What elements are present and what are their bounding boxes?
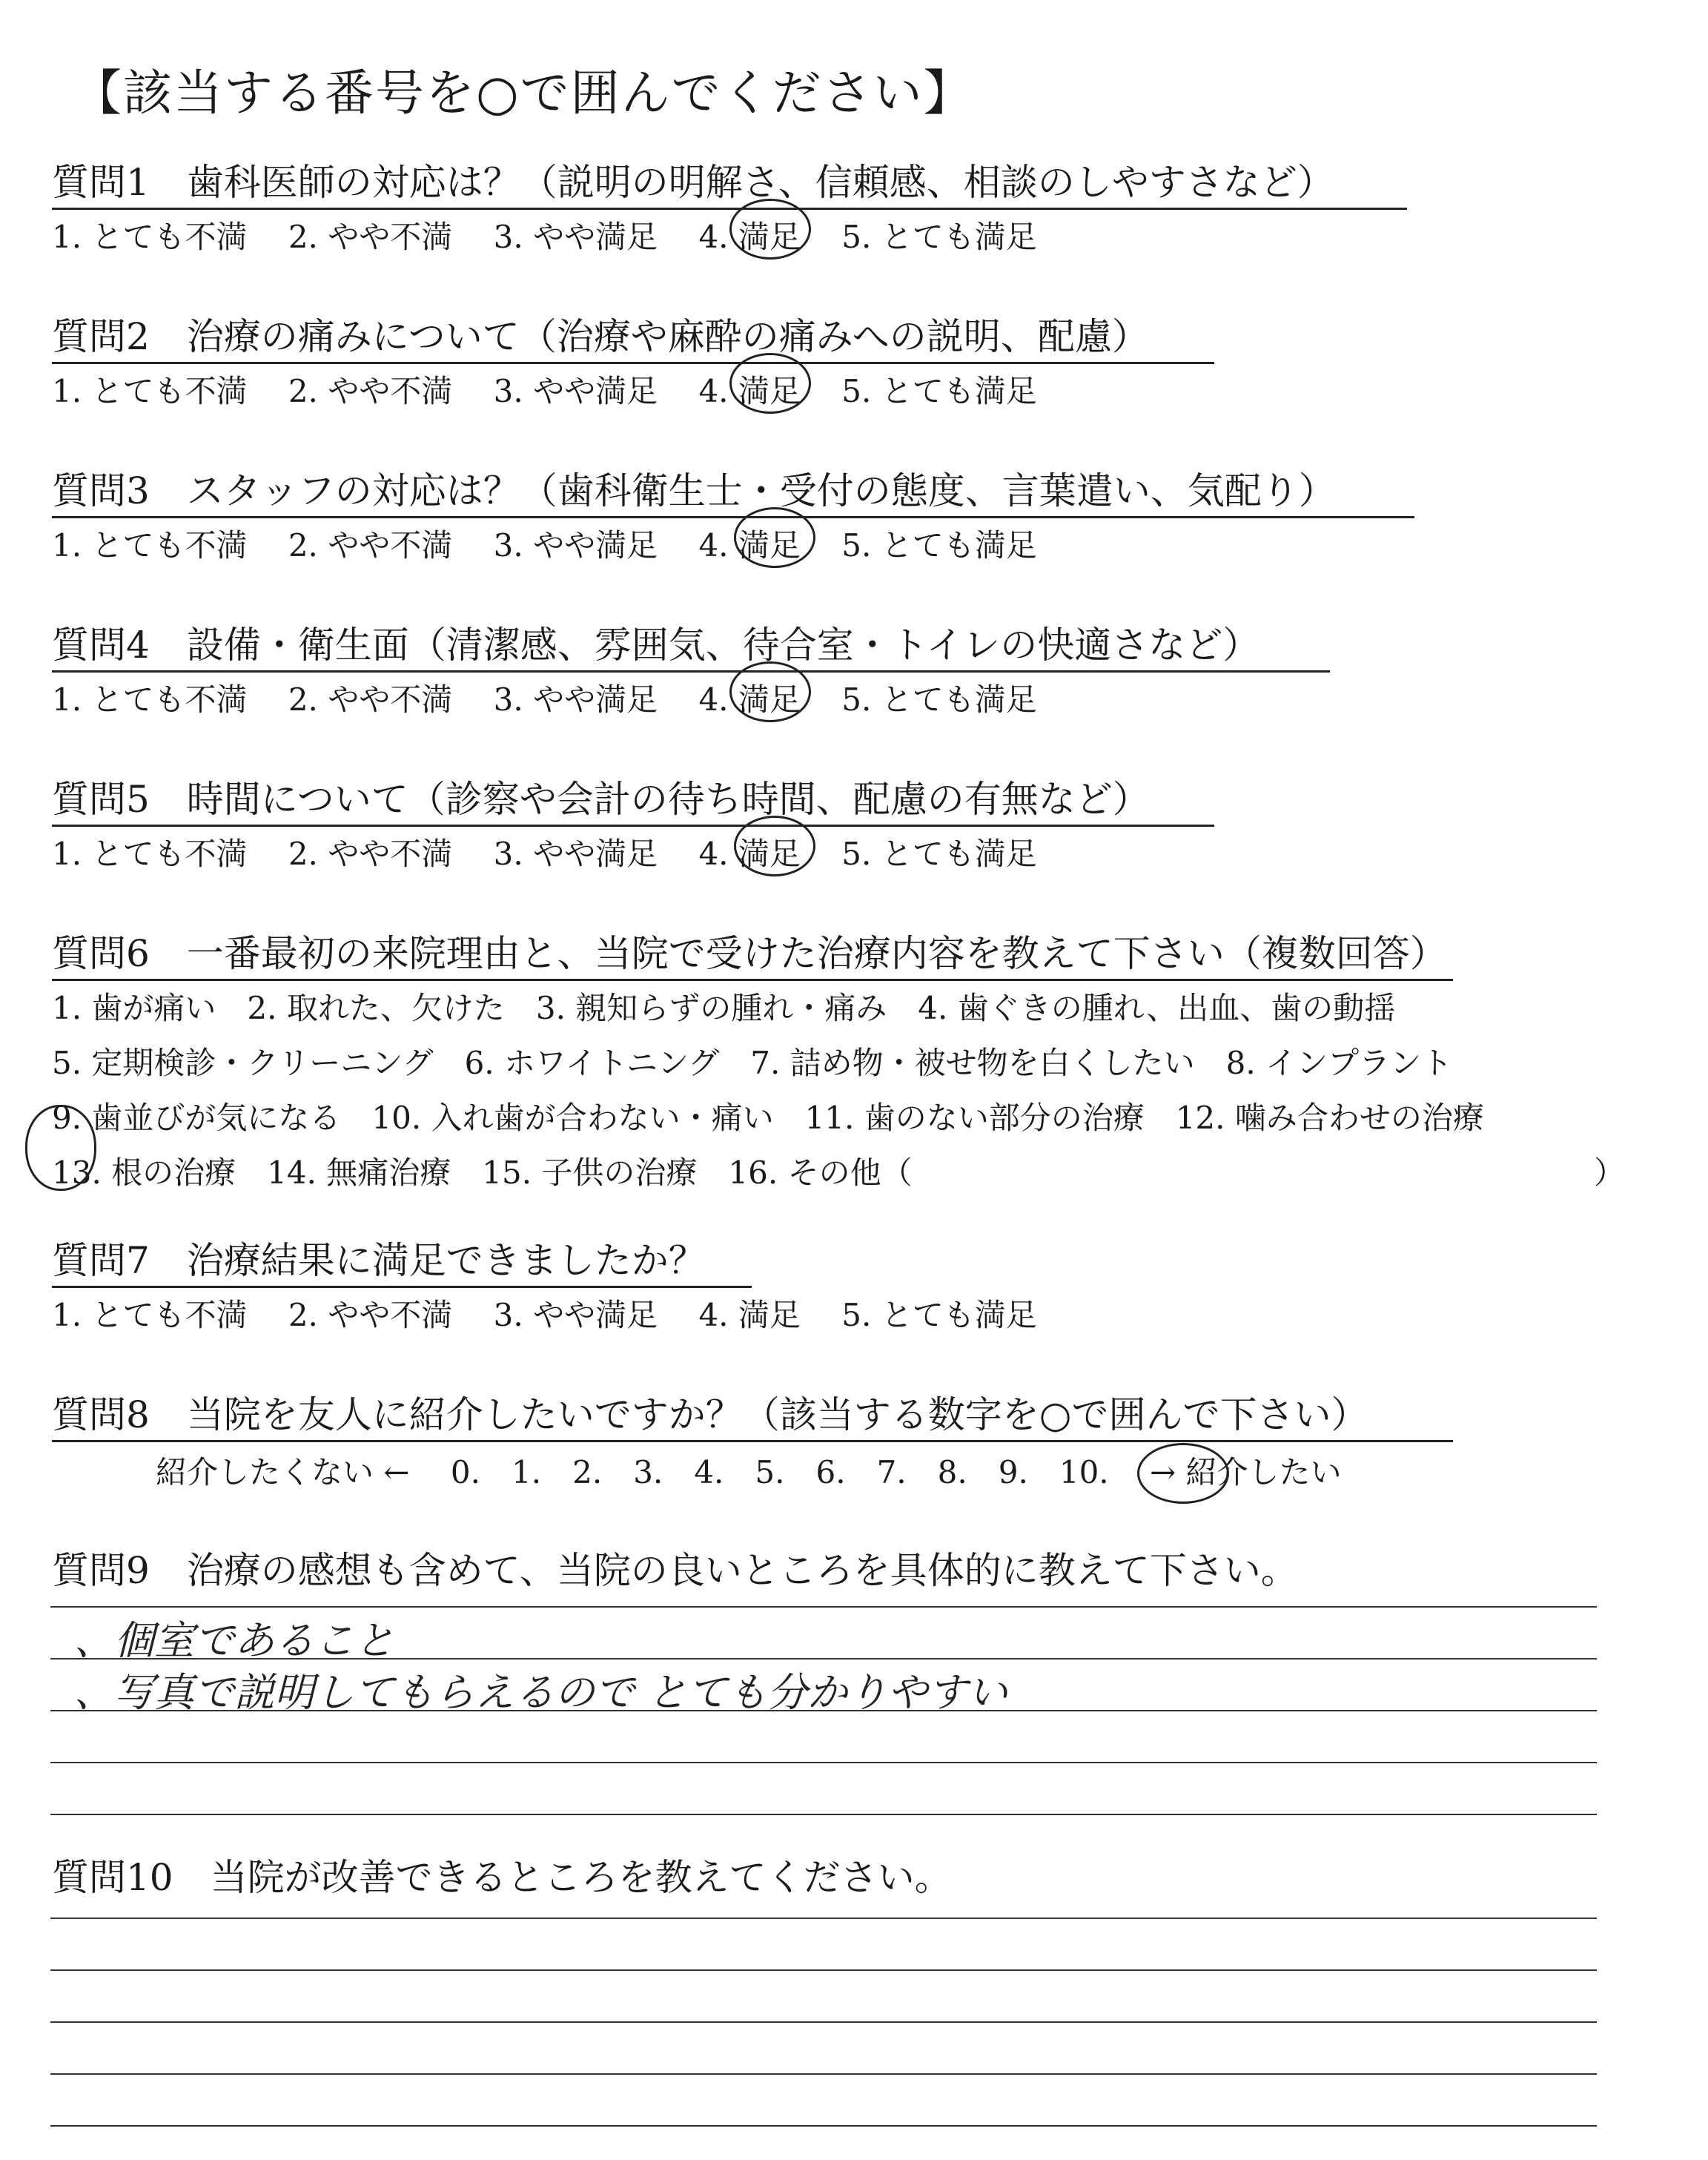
q10-answer-line-2 — [50, 1969, 1597, 1971]
q6-row-1: 1. 歯が痛い 2. 取れた、欠けた 3. 親知らずの腫れ・痛み 4. 歯ぐきの腫れ、出血、歯の動揺 — [52, 990, 1396, 1026]
question-7-options: 1. とても不満 2. やや不満 3. やや満足 4. 満足 5. とても満足 — [52, 1297, 1037, 1333]
question-1-heading: 質問1 歯科医師の対応は？（説明の明解さ、信頼感、相談のしやすさなど） — [52, 161, 1334, 204]
q5-selection-circle — [734, 816, 815, 876]
question-4-heading: 質問4 設備・衛生面（清潔感、雰囲気、待合室・トイレの快適さなど） — [52, 624, 1260, 667]
question-5-underline — [52, 825, 1214, 827]
question-1-underline — [52, 208, 1407, 210]
q6-row-3: 9. 歯並びが気になる 10. 入れ歯が合わない・痛い 11. 歯のない部分の治療 12. 噛み合わせの治療 — [52, 1100, 1484, 1136]
q9-answer-line-5 — [50, 1814, 1597, 1815]
question-5-heading: 質問5 時間について（診察や会計の待ち時間、配慮の有無など） — [52, 778, 1150, 821]
q6-row-4: 13. 根の治療 14. 無痛治療 15. 子供の治療 16. その他（ — [52, 1155, 913, 1191]
question-2-options: 1. とても不満 2. やや不満 3. やや満足 4. 満足 5. とても満足 — [52, 373, 1037, 409]
page-title: 【該当する番号を○で囲んでください】 — [73, 65, 974, 122]
q6-row-2: 5. 定期検診・クリーニング 6. ホワイトニング 7. 詰め物・被せ物を白くしたい 8. インプラント — [52, 1045, 1453, 1081]
q10-answer-line-5 — [50, 2125, 1597, 2127]
question-4-options: 1. とても不満 2. やや不満 3. やや満足 4. 満足 5. とても満足 — [52, 681, 1037, 718]
question-3-heading: 質問3 スタッフの対応は？（歯科衛生士・受付の態度、言葉遣い、気配り） — [52, 469, 1336, 512]
q5-option-4[interactable]: 4. 満足 — [698, 836, 801, 872]
q4-selection-circle — [729, 661, 811, 722]
question-10-heading: 質問10 当院が改善できるところを教えてください。 — [52, 1856, 952, 1899]
q10-answer-line-3 — [50, 2021, 1597, 2023]
q6-selection-circle-13 — [25, 1105, 96, 1191]
question-3-options: 1. とても不満 2. やや不満 3. やや満足 4. 満足 5. とても満足 — [52, 527, 1037, 564]
q9-answer-1[interactable]: 、個室であること — [74, 1617, 394, 1664]
q8-high-label: → 紹介したい — [1150, 1454, 1342, 1490]
q4-option-4[interactable]: 4. 満足 — [698, 681, 801, 718]
q1-selection-circle — [729, 199, 811, 260]
question-5-options: 1. とても不満 2. やや不満 3. やや満足 4. 満足 5. とても満足 — [52, 836, 1037, 872]
q6-other-close: ） — [1594, 1155, 1626, 1191]
q10-answer-line-1 — [50, 1918, 1597, 1919]
q3-selection-circle — [734, 507, 815, 568]
q2-option-4[interactable]: 4. 満足 — [698, 373, 801, 409]
q8-low-label: 紹介したくない ← — [156, 1454, 410, 1490]
question-2-heading: 質問2 治療の痛みについて（治療や麻酔の痛みへの説明、配慮） — [52, 315, 1149, 358]
question-7-underline — [52, 1286, 752, 1288]
question-4-underline — [52, 670, 1330, 673]
question-8-underline — [52, 1440, 1453, 1442]
q8-option-10[interactable]: 10. — [1059, 1454, 1109, 1490]
q2-selection-circle — [729, 353, 811, 414]
question-8-heading: 質問8 当院を友人に紹介したいですか？（該当する数字を○で囲んで下さい） — [52, 1393, 1368, 1436]
question-1-options: 1. とても不満 2. やや不満 3. やや満足 4. 満足 5. とても満足 — [52, 219, 1037, 255]
q9-answer-2[interactable]: 、写真で説明してもらえるので とても分かりやすい — [74, 1669, 1008, 1716]
question-3-underline — [52, 516, 1414, 518]
q8-selection-circle — [1137, 1443, 1229, 1504]
q10-answer-line-4 — [50, 2073, 1597, 2075]
question-6-heading: 質問6 一番最初の来院理由と、当院で受けた治療内容を教えて下さい（複数回答） — [52, 932, 1447, 975]
q3-option-4[interactable]: 4. 満足 — [698, 527, 801, 564]
question-2-underline — [52, 362, 1214, 364]
question-9-heading: 質問9 治療の感想も含めて、当院の良いところを具体的に教えて下さい。 — [52, 1549, 1298, 1592]
question-6-underline — [52, 979, 1453, 981]
q9-answer-line-4 — [50, 1762, 1597, 1763]
q1-option-4[interactable]: 4. 満足 — [698, 219, 801, 255]
question-7-heading: 質問7 治療結果に満足できましたか？ — [52, 1239, 706, 1282]
q8-scale-row: 紹介したくない ← 0. 1. 2. 3. 4. 5. 6. 7. 8. 9. 10. → 紹介したい — [156, 1454, 1342, 1490]
q9-answer-line-1 — [50, 1606, 1597, 1608]
